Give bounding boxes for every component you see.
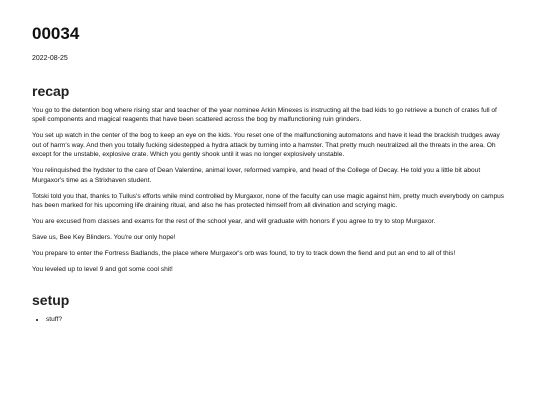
setup-list xyxy=(32,315,508,324)
recap-paragraph-5: You are excused from classes and exams for the rest of the school year, and will graduate with honors if you agree to try to stop Murgaxor. xyxy=(32,218,436,226)
recap-paragraph-1: You go to the detention bog where rising star and teacher of the year nominee Arkin Minexes is instructing all the bad kids to go retrieve a bunch of crates full of spell components and magical reagents that have been scattered across the bog by malfunctioning ruin grinders. xyxy=(32,107,497,124)
recap-paragraph-2: You set up watch in the center of the bog to keep an eye on the kids. You reset one of the malfunctioning automatons and have it lead the brackish trudges away out of harm's way. And then you totally fucking sidestepped a hydra attack by turning into a hamster. That pretty much neutralized all the threats in the area. Oh except for the unstable, explosive crate. Which you gently shook until it was no longer explosively unstable. xyxy=(32,132,500,159)
session-date: 2022-08-25 xyxy=(32,55,68,62)
recap-heading: recap xyxy=(32,83,70,99)
setup-heading: setup xyxy=(32,292,70,309)
list-item: • stuff? xyxy=(46,315,508,324)
recap-paragraph-8: You leveled up to level 9 and got some cool shit! xyxy=(32,266,173,274)
recap-paragraph-4: Totski told you that, thanks to Tullus's efforts while mind controlled by Murgaxor, none of the faculty can use magic against him, pretty much everybody on campus has been marked for his upcoming life draining ritual, and also he has protected himself from all divination and scrying magic. xyxy=(32,192,505,210)
setup-section xyxy=(32,292,508,324)
recap-paragraph-7: You prepare to enter the Fortress Badlands, the place where Murgaxor's orb was found, to try to track down the fiend and put an end to all of this! xyxy=(32,250,456,258)
recap-section xyxy=(32,83,508,274)
page-title: 00034 xyxy=(32,24,80,43)
recap-paragraph-3: You relinquished the hydster to the care of Dean Valentine, animal lover, reformed vampire, and head of the College of Decay. He told you a little bit about Murgaxor's time as a Strixhaven student. xyxy=(32,167,481,184)
recap-paragraph-6: Save us, Bee Key Blinders. You're our only hope! xyxy=(32,234,176,242)
